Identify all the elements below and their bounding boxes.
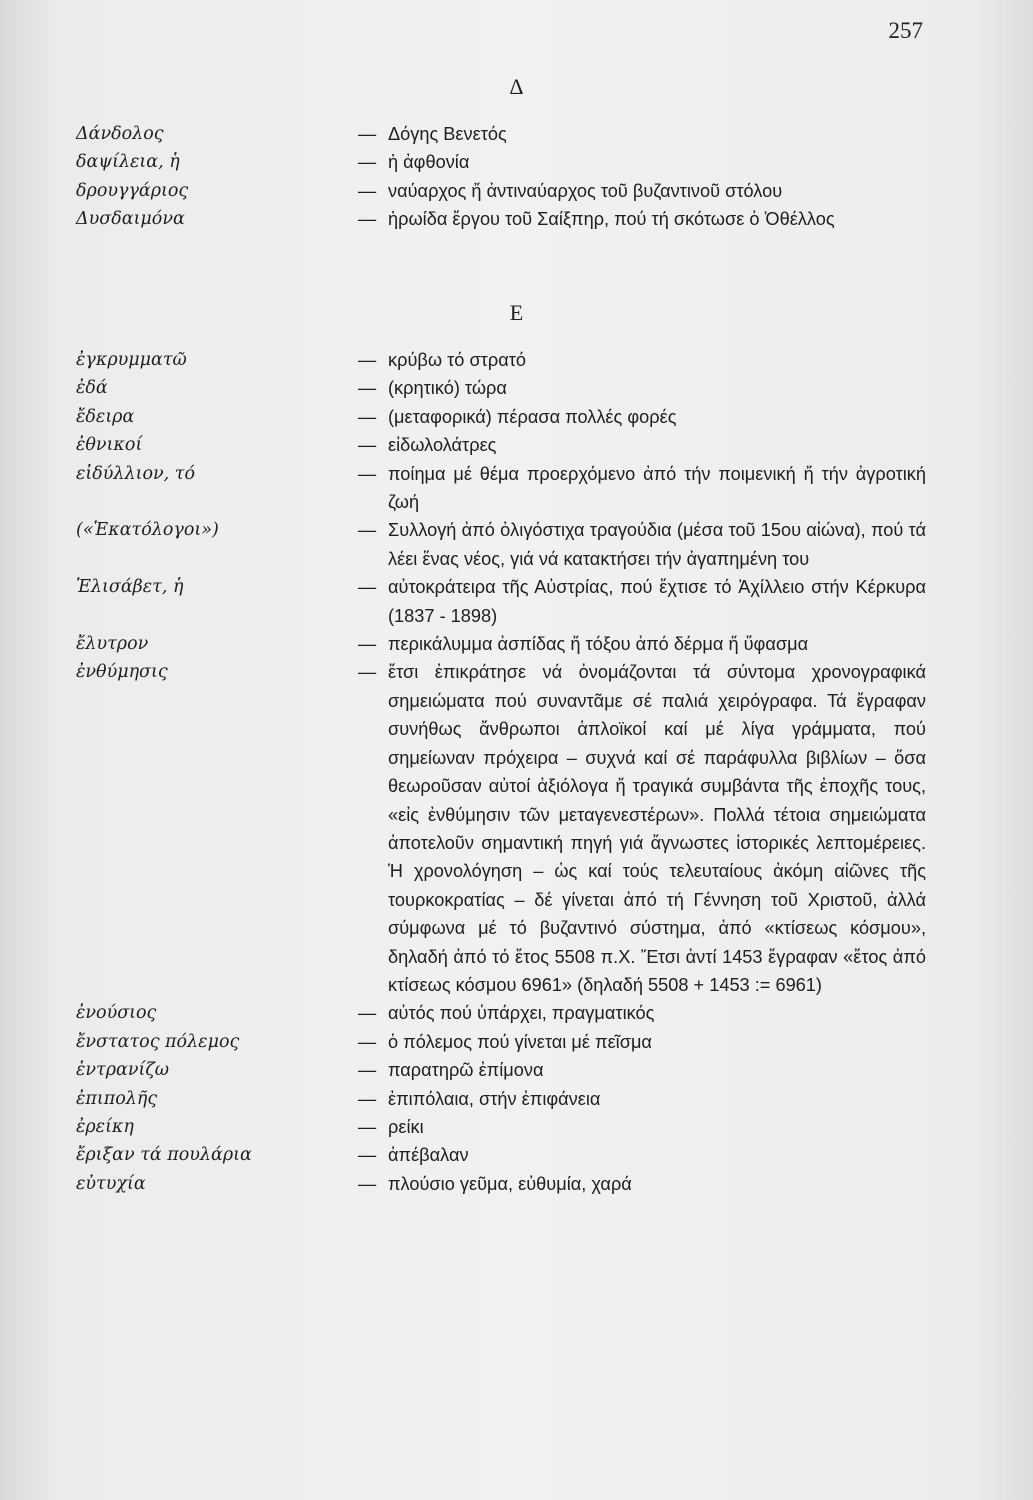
- glossary-entry: [76, 999, 936, 1027]
- entry-definition: (κρητικό) τώρα: [388, 378, 507, 399]
- glossary-entry: [76, 630, 936, 658]
- entry-term: ἔλυτρον: [76, 634, 149, 655]
- entry-definition: ὁ πόλεμος πού γίνεται μέ πεῖσμα: [388, 1031, 652, 1052]
- entry-definition-block: [358, 374, 926, 402]
- entry-definition: παρατηρῶ ἐπίμονα: [388, 1060, 544, 1081]
- em-dash-marker: —: [358, 1116, 377, 1137]
- glossary-entry: [76, 516, 936, 573]
- page-number: 257: [888, 18, 923, 43]
- entry-definition: (μεταφορικά) πέρασα πολλές φορές: [388, 406, 677, 427]
- em-dash-marker: —: [358, 180, 377, 201]
- entry-definition-block: [358, 346, 926, 374]
- em-dash-marker: —: [358, 520, 377, 541]
- entries-delta: [76, 120, 936, 234]
- glossary-entry: [76, 205, 936, 233]
- entry-definition-block: [358, 1141, 926, 1169]
- glossary-entry: [76, 1113, 936, 1141]
- glossary-entry: [76, 1028, 936, 1056]
- entry-definition-block: [358, 148, 926, 176]
- entry-definition: ἐπιπόλαια, στήν ἐπιφάνεια: [388, 1088, 601, 1109]
- entry-term: Ἐλισάβετ, ἡ: [76, 577, 184, 598]
- entry-definition: ναύαρχος ἤ ἀντιναύαρχος τοῦ βυζαντινοῦ στόλου: [388, 180, 783, 201]
- em-dash-marker: —: [358, 1145, 377, 1166]
- em-dash-marker: —: [358, 577, 377, 598]
- entry-definition: ἡρωίδα ἔργου τοῦ Σαίξπηρ, πού τή σκότωσε ὁ Ὀθέλλος: [388, 209, 835, 230]
- entry-term: ἐνθύμησις: [76, 662, 168, 683]
- glossary-entry: [76, 1056, 936, 1084]
- entry-definition-block: [358, 1056, 926, 1084]
- entry-definition: περικάλυμμα ἀσπίδας ἤ τόξου ἀπό δέρμα ἤ ὕφασμα: [388, 634, 809, 655]
- glossary-entry: [76, 346, 936, 374]
- entry-term: εἰδύλλιον, τό: [76, 463, 195, 484]
- entry-definition-block: [358, 999, 926, 1027]
- section-heading-epsilon: Ε: [509, 300, 524, 325]
- entry-definition-block: [358, 573, 926, 630]
- glossary-entry: [76, 460, 936, 517]
- entry-term: ἐθνικοί: [76, 435, 143, 456]
- entry-term: Δυσδαιμόνα: [76, 209, 185, 230]
- entry-definition: πλούσιο γεῦμα, εὐθυμία, χαρά: [388, 1173, 632, 1194]
- entry-definition: ρείκι: [388, 1116, 424, 1137]
- entry-definition-block: [358, 1170, 926, 1198]
- entry-term: δαψίλεια, ἡ: [76, 152, 180, 173]
- em-dash-marker: —: [358, 634, 377, 655]
- em-dash-marker: —: [358, 435, 377, 456]
- entry-definition-block: [358, 516, 926, 573]
- entry-definition-block: [358, 658, 926, 999]
- em-dash-marker: —: [358, 1031, 377, 1052]
- glossary-entry: [76, 1141, 936, 1169]
- glossary-entry: [76, 658, 936, 999]
- entry-definition: Δόγης Βενετός: [388, 124, 507, 144]
- entry-definition-block: [358, 1113, 926, 1141]
- entries-epsilon: [76, 346, 936, 1198]
- glossary-entry: [76, 403, 936, 431]
- em-dash-marker: —: [358, 350, 377, 370]
- entry-definition: ποίημα μέ θέμα προερχόμενο ἀπό τήν ποιμενική ἤ τήν ἀγροτική ζωή: [388, 463, 926, 513]
- em-dash-marker: —: [358, 1088, 377, 1109]
- entry-definition-block: [358, 403, 926, 431]
- em-dash-marker: —: [358, 463, 377, 484]
- entry-term: ἐδά: [76, 378, 108, 399]
- em-dash-marker: —: [358, 152, 377, 173]
- glossary-entry: [76, 120, 936, 148]
- entry-term: εὐτυχία: [76, 1173, 146, 1194]
- glossary-entry: [76, 177, 936, 205]
- entry-definition: αὐτοκράτειρα τῆς Αὐστρίας, πού ἔχτισε τό Ἀχίλλειο στήν Κέρκυρα (1837 - 1898): [388, 577, 926, 626]
- entry-definition: κρύβω τό στρατό: [388, 350, 527, 370]
- entry-definition-block: [358, 205, 926, 233]
- em-dash-marker: —: [358, 378, 377, 399]
- entry-term: ἔδειρα: [76, 406, 135, 427]
- entry-definition-block: [358, 120, 926, 148]
- entry-definition: ἡ ἀφθονία: [388, 152, 470, 173]
- em-dash-marker: —: [358, 209, 377, 230]
- em-dash-marker: —: [358, 1060, 377, 1081]
- entry-definition-block: [358, 1085, 926, 1113]
- glossary-entry: [76, 1170, 936, 1198]
- entry-definition-block: [358, 431, 926, 459]
- entry-definition-block: [358, 1028, 926, 1056]
- em-dash-marker: —: [358, 406, 377, 427]
- entry-term: Δάνδολος: [76, 124, 164, 144]
- entry-term: ἐνούσιος: [76, 1003, 157, 1024]
- entry-term: ἐγκρυμματῶ: [76, 350, 187, 370]
- entry-term: ἔνστατος πόλεμος: [76, 1031, 240, 1052]
- entry-definition: Συλλογή ἀπό ὀλιγόστιχα τραγούδια (μέσα τοῦ 15ου αἰώνα), πού τά λέει ἕνας νέος, γιά νά κατακτήσει τήν ἀγαπημένη του: [388, 520, 926, 569]
- em-dash-marker: —: [358, 662, 377, 683]
- entry-term: δρουγγάριος: [76, 180, 189, 201]
- entry-definition-block: [358, 177, 926, 205]
- em-dash-marker: —: [358, 124, 377, 144]
- glossary-entry: [76, 1085, 936, 1113]
- entry-term: ἐρείκη: [76, 1116, 134, 1137]
- entry-term: ἐπιπολῆς: [76, 1088, 158, 1109]
- entry-definition: αὐτός πού ὑπάρχει, πραγματικός: [388, 1003, 655, 1024]
- entry-term: ἐντρανίζω: [76, 1060, 170, 1081]
- glossary-entry: [76, 431, 936, 459]
- em-dash-marker: —: [358, 1173, 377, 1194]
- section-heading-delta: Δ: [509, 74, 524, 99]
- entry-definition: ἀπέβαλαν: [388, 1145, 469, 1166]
- entry-term: («Ἑκατόλογοι»): [76, 520, 219, 541]
- glossary-entry: [76, 148, 936, 176]
- entry-definition: ἔτσι ἐπικράτησε νά ὀνομάζονται τά σύντομα χρονογραφικά σημειώματα πού συναντᾶμε σέ παλιά χειρόγραφα. Τά ἔγραφαν συνήθως ἄνθρωποι ἁπλοϊκοί καί μέ λίγα γράμματα, πού σημείωναν πρόχειρα – συχνά καί σέ παράφυλλα βιβλίων – ὅσα θεωροῦσαν αὐτοί ἀξιόλογα ἤ τραγικά συμβάντα τῆς ἐποχῆς τους, «εἰς ἐνθύμησιν τῶν μεταγενεστέρων». Πολλά τέτοια σημειώματα ἀποτελοῦν σημαντική πηγή γιά ἄγνωστες ἱστορικές λεπτομέρειες. Ἡ χρονολόγηση – ὡς καί τούς τελευταίους ἀκόμη αἰῶνες τῆς τουρκοκρατίας – δέ γίνεται ἀπό τή Γέννηση τοῦ Χριστοῦ, ἀλλά σύμφωνα μέ τό βυζαντινό σύστημα, ἀπό «κτίσεως κόσμου», δηλαδή ἀπό τό ἔτος 5508 π.Χ. Ἔτσι ἀντί 1453 ἔγραφαν «ἔτος ἀπό κτίσεως κόσμου 6961» (δηλαδή 5508 + 1453 := 6961): [388, 662, 926, 995]
- entry-definition-block: [358, 630, 926, 658]
- entry-term: ἔριξαν τά πουλάρια: [76, 1145, 252, 1166]
- glossary-entry: [76, 374, 936, 402]
- glossary-entry: [76, 573, 936, 630]
- entry-definition: εἰδωλολάτρες: [388, 435, 497, 456]
- em-dash-marker: —: [358, 1003, 377, 1024]
- entry-definition-block: [358, 460, 926, 517]
